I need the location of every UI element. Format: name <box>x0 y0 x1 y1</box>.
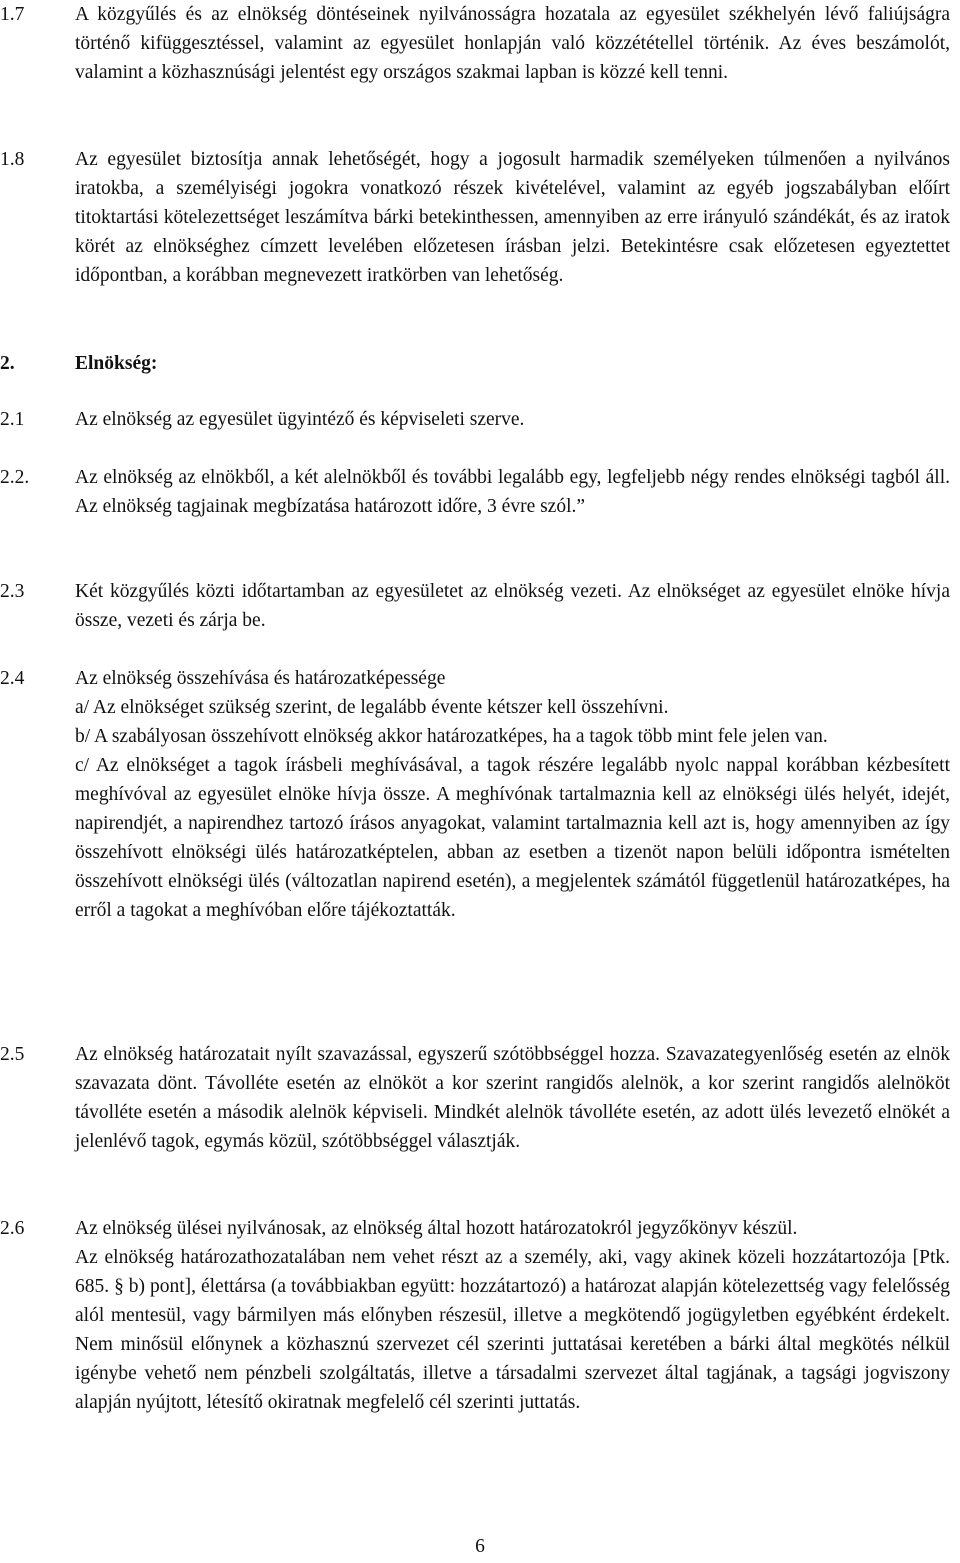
section-body <box>75 664 950 925</box>
section-body <box>75 405 950 434</box>
paragraph: Az elnökség határozatait nyílt szavazással, egyszerű szótöbbséggel hozza. Szavazategyenlőség esetén az elnök szavazata dönt. Távolléte esetén az elnököt a kor szerint rangidős alelnök, a kor szerint rangidős alelnököt távolléte esetén a második alelnök képviseli. Mindkét alelnök távolléte esetén, az adott ülés levezető elnökét a jelenlévő tagok, egymás közül, szótöbbséggel választják. <box>75 1044 950 1152</box>
section-heading <box>75 349 950 378</box>
section-number: 1.8 <box>0 149 25 170</box>
section-number: 2.6 <box>0 1218 25 1239</box>
heading-text: Elnökség: <box>75 353 158 374</box>
paragraph: Az egyesület biztosítja annak lehetőségét, hogy a jogosult harmadik személyeken túlmenően a nyilvános iratokba, a személyiségi jogokra vonatkozó részek kivételével, valamint az egyéb jogszabályban előírt titoktartási kötelezettséget leszámítva bárki betekinthessen, amennyiben az erre irányuló szándékát, és az iratok körét az elnökséghez címzett levelében előzetesen írásban jelzi. Betekintésre csak előzetesen egyeztettet időpontban, a korábban megnevezett iratkörben van lehetőség. <box>75 149 950 286</box>
section-body <box>75 463 950 521</box>
section-number: 2.4 <box>0 668 25 689</box>
paragraph: Az elnökség az elnökből, a két alelnökből és további legalább egy, legfeljebb négy rendes elnökségi tagból áll. Az elnökség tagjainak megbízatása határozott időre, 3 évre szól.” <box>75 467 950 517</box>
paragraph: Az elnökség az egyesület ügyintéző és képviseleti szerve. <box>75 409 525 430</box>
paragraph: A közgyűlés és az elnökség döntéseinek nyilvánosságra hozatala az egyesület székhelyén lévő faliújságra történő kifüggesztéssel, valamint az egyesület honlapján való közzététellel történik. Az éves beszámolót, valamint a közhasznúsági jelentést egy országos szakmai lapban is közzé kell tenni. <box>75 4 950 83</box>
paragraph-item-c: c/ Az elnökséget a tagok írásbeli meghívásával, a tagok részére legalább nyolc nappal korábban kézbesített meghívóval az egyesület elnöke hívja össze. A meghívónak tartalmaznia kell az elnökségi ülés helyét, idejét, napirendjét, a napirendhez tartozó írásos anyagokat, valamint tartalmaznia kell azt is, hogy amennyiben az így összehívott elnökségi ülés határozatképtelen, abban az esetben a tizenöt napon belüli időpontra ismételten összehívott elnökségi ülés (változatlan napirend esetén), a megjelentek számától függetlenül határozatképes, ha erről a tagokat a meghívóban előre tájékoztatták. <box>75 755 950 921</box>
section-number: 1.7 <box>0 4 25 25</box>
section-number: 2. <box>0 353 15 374</box>
paragraph: Az elnökség ülései nyilvánosak, az elnökség által hozott határozatokról jegyzőkönyv készül. <box>75 1218 798 1239</box>
paragraph-item-a: a/ Az elnökséget szükség szerint, de legalább évente kétszer kell összehívni. <box>75 697 669 718</box>
section-body <box>75 145 950 290</box>
section-number: 2.3 <box>0 581 25 602</box>
section-body <box>75 577 950 635</box>
paragraph: Az elnökség határozathozatalában nem vehet részt az a személy, aki, vagy akinek közeli hozzátartozója [Ptk. 685. § b) pont], élettársa (a továbbiakban együtt: hozzátartozó) a határozat alapján kötelezettség vagy felelősség alól mentesül, vagy bármilyen más előnyben részesül, illetve a megkötendő jogügyletben egyébként érdekelt. Nem minősül előnynek a közhasznú szervezet cél szerinti juttatásai keretében a bárki által megkötés nélkül igénybe vehető nem pénzbeli szolgáltatás, illetve a társadalmi szervezet által tagjának, a tagsági jogviszony alapján nyújtott, létesítő okiratnak megfelelő cél szerinti juttatás. <box>75 1247 950 1413</box>
page-number: 6 <box>475 1536 485 1557</box>
section-body <box>75 0 950 87</box>
paragraph-title: Az elnökség összehívása és határozatképessége <box>75 668 446 689</box>
section-number: 2.5 <box>0 1044 25 1065</box>
section-number: 2.1 <box>0 409 25 430</box>
paragraph: Két közgyűlés közti időtartamban az egyesületet az elnökség vezeti. Az elnökséget az egyesület elnöke hívja össze, vezeti és zárja be. <box>75 581 950 631</box>
section-number: 2.2. <box>0 467 30 488</box>
section-body <box>75 1214 950 1417</box>
paragraph-item-b: b/ A szabályosan összehívott elnökség akkor határozatképes, ha a tagok több mint fele jelen van. <box>75 726 828 747</box>
section-body <box>75 1040 950 1156</box>
